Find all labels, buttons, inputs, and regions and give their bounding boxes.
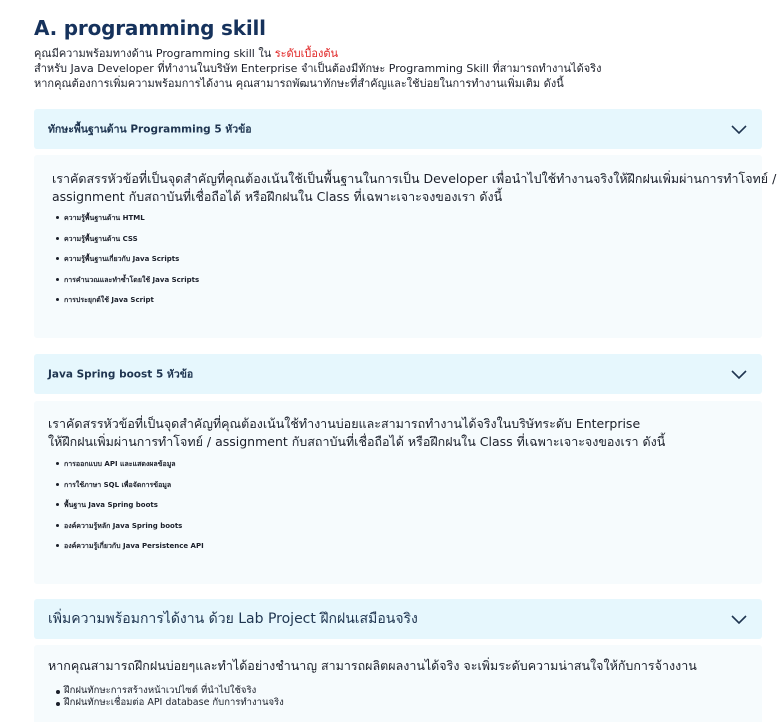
list-item: การคำนวณและทำซ้ำโดยใช้ Java Scripts bbox=[64, 275, 199, 296]
topic-list bbox=[56, 685, 284, 709]
accordion-body-java-spring bbox=[34, 401, 762, 584]
list-item: ความรู้พื้นฐานเกี่ยวกับ Java Scripts bbox=[64, 254, 199, 275]
section-intro bbox=[34, 46, 754, 91]
accordion-title: Java Spring boost 5 หัวข้อ bbox=[48, 368, 194, 381]
skill-level-highlight: ระดับเบื้องต้น bbox=[274, 47, 339, 60]
list-item: การใช้ภาษา SQL เพื่อจัดการข้อมูล bbox=[64, 480, 204, 501]
accordion-header-lab-project[interactable] bbox=[34, 599, 762, 639]
list-item: การประยุกต์ใช้ Java Script bbox=[64, 295, 199, 316]
accordion-body-lab-project bbox=[34, 645, 762, 722]
chevron-down-icon[interactable] bbox=[730, 123, 748, 135]
intro-line-2: สำหรับ Java Developer ที่ทำงานในบริษัท Enterprise จำเป็นต้องมีทักษะ Programming Skill ที่สามารถทำงานได้จริง bbox=[34, 62, 602, 75]
accordion-description bbox=[48, 657, 748, 675]
accordion-header-programming-basics[interactable] bbox=[34, 109, 762, 149]
list-item: ความรู้พื้นฐานด้าน CSS bbox=[64, 234, 199, 255]
description-line-1: เราคัดสรรหัวข้อที่เป็นจุดสำคัญที่คุณต้องเน้นใช้เป็นพื้นฐานในการเป็น Developer เพื่อนำไปใช้ทำงานจริงให้ฝึกฝนเพิ่มผ่านการทำโจทย์ / bbox=[52, 171, 777, 186]
list-item: ฝึกฝนทักษะการสร้างหน้าเวปไซต์ ที่นำไปใช้จริง bbox=[64, 685, 284, 697]
list-item: พื้นฐาน Java Spring boots bbox=[64, 500, 204, 521]
list-item: องค์ความรู้หลัก Java Spring boots bbox=[64, 521, 204, 542]
list-item: ความรู้พื้นฐานด้าน HTML bbox=[64, 213, 199, 234]
description-line-1: หากคุณสามารถฝึกฝนบ่อยๆและทำได้อย่างชำนาญ สามารถผลิตผลงานได้จริง จะเพิ่มระดับความน่าสนใจให้กับการจ้างงาน bbox=[48, 658, 697, 673]
intro-line-1-prefix: คุณมีความพร้อมทางด้าน Programming skill ใน bbox=[34, 47, 275, 60]
description-line-1: เราคัดสรรหัวข้อที่เป็นจุดสำคัญที่คุณต้องเน้นใช้ทำงานบ่อยและสามารถทำงานได้จริงในบริษัทระดับ Enterprise bbox=[48, 416, 641, 431]
accordion-title: เพิ่มความพร้อมการได้งาน ด้วย Lab Project ฝึกฝนเสมือนจริง bbox=[48, 611, 418, 627]
accordion-body-programming-basics bbox=[34, 155, 777, 338]
section-title: A. programming skill bbox=[34, 16, 266, 40]
list-item: องค์ความรู้เกี่ยวกับ Java Persistence API bbox=[64, 541, 204, 562]
accordion-header-java-spring[interactable] bbox=[34, 354, 762, 394]
chevron-down-icon[interactable] bbox=[730, 613, 748, 625]
topic-list bbox=[56, 213, 199, 316]
intro-line-1 bbox=[34, 46, 754, 61]
list-item: การออกแบบ API และแสดงผลข้อมูล bbox=[64, 459, 204, 480]
description-line-2: assignment กับสถาบันที่เชื่อถือได้ หรือฝึกฝนใน Class ที่เฉพาะเจาะจงของเรา ดังนี้ bbox=[52, 189, 503, 204]
accordion-description bbox=[52, 170, 777, 206]
chevron-down-icon[interactable] bbox=[730, 368, 748, 380]
description-line-2: ให้ฝึกฝนเพิ่มผ่านการทำโจทย์ / assignment กับสถาบันที่เชื่อถือได้ หรือฝึกฝนใน Class ที่เฉพาะเจาะจงของเรา ดังนี้ bbox=[48, 434, 666, 449]
accordion-title: ทักษะพื้นฐานด้าน Programming 5 หัวข้อ bbox=[48, 123, 252, 136]
list-item: ฝึกฝนทักษะเชื่อมต่อ API database กับการทำงานจริง bbox=[64, 697, 284, 708]
topic-list bbox=[56, 459, 204, 562]
accordion-description bbox=[48, 415, 748, 451]
intro-line-3: หากคุณต้องการเพิ่มความพร้อมการได้งาน คุณสามารถพัฒนาทักษะที่สำคัญและใช้บ่อยในการทำงานเพิ่มเติม ดังนี้ bbox=[34, 77, 564, 90]
